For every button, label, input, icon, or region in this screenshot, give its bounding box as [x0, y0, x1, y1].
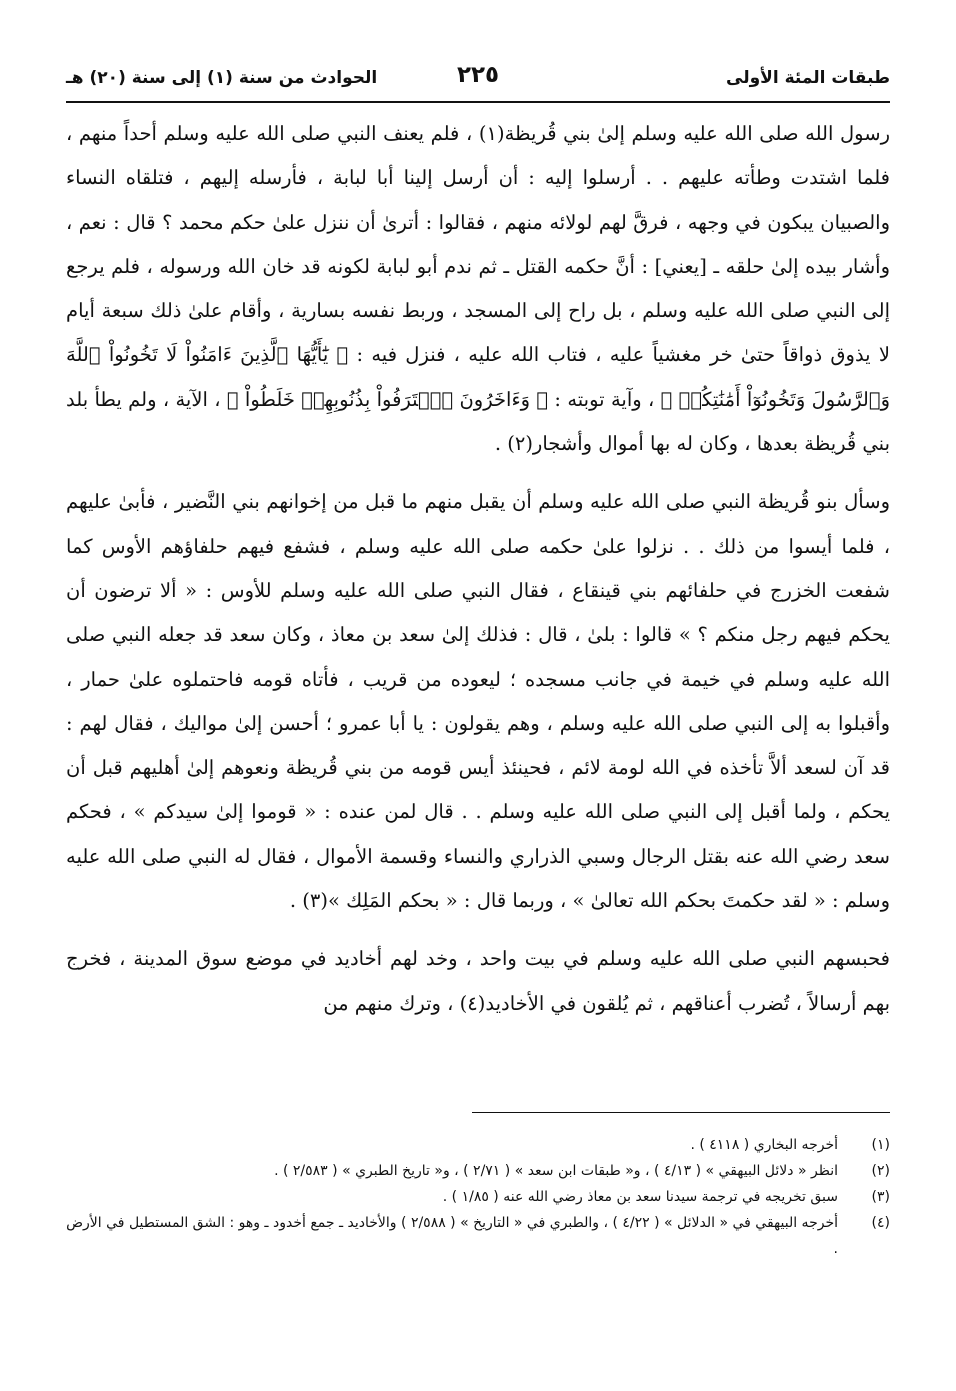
footnote-rule	[472, 1112, 890, 1113]
footnote-number: (٢)	[871, 1163, 890, 1179]
footnotes	[66, 1132, 890, 1262]
footnote	[66, 1184, 890, 1210]
main-text	[66, 112, 890, 1026]
footnote-text: سبق تخريجه في ترجمة سيدنا سعد بن معاذ رضي الله عنه ( ١/٨٥ ) .	[442, 1189, 838, 1205]
footnote	[66, 1210, 890, 1262]
page-number: ٢٢٥	[456, 62, 500, 88]
footnote	[66, 1132, 890, 1158]
footnote-number: (٤)	[871, 1215, 890, 1231]
paragraph: وسأل بنو قُريظة النبي صلى الله عليه وسلم أن يقبل منهم ما قبل من إخوانهم بني النَّضير ، فأبىٰ عليهم ، فلما أيسوا من ذلك . . نزلوا علىٰ حكمه صلى الله عليه وسلم ، فشفع فيهم حلفاؤهم الأوس كما شفعت الخزرج في حلفائهم بني قينقاع ، فقال النبي صلى الله عليه وسلم للأوس : « ألا ترضون أن يحكم فيهم رجل منكم ؟ » قالوا : بلىٰ ، قال : فذلك إلىٰ سعد بن معاذ ، وكان سعد قد جعله النبي صلى الله عليه وسلم في خيمة في جانب مسجده ؛ ليعوده من قريب ، فأتاه قومه فاحتملوه علىٰ حمار ، وأقبلوا به إلى النبي صلى الله عليه وسلم ، وهم يقولون : يا أبا عمرو ؛ أحسن إلىٰ مواليك ، فقال لهم : قد آن لسعد ألاَّ تأخذه في الله لومة لائم ، فحينئذ أيس قومه من بني قُريظة ونعوهم إلىٰ أهليهم قبل أن يحكم ، ولما أقبل إلى النبي صلى الله عليه وسلم . . قال لمن عنده : « قوموا إلىٰ سيدكم » ، فحكم سعد رضي الله عنه بقتل الرجال وسبي الذراري والنساء وقسمة الأموال ، فقال له النبي صلى الله عليه وسلم : « لقد حكمتَ بحكم الله تعالىٰ » ، وربما قال : « بحكم المَلِك »(٣) .	[66, 490, 890, 913]
book-title: طبقات المئة الأولى	[726, 68, 890, 88]
page-header	[66, 62, 890, 98]
paragraph: فحبسهم النبي صلى الله عليه وسلم في بيت واحد ، وخد لهم أخاديد في موضع سوق المدينة ، فخرج بهم أرسالاً ، تُضرب أعناقهم ، ثم يُلقون في الأخاديد(٤) ، وترك منهم من	[66, 947, 890, 1015]
footnote-text: أخرجه البخاري ( ٤١١٨ ) .	[690, 1137, 838, 1153]
running-head: الحوادث من سنة (١) إلى سنة (٢٠) هـ	[66, 68, 378, 88]
footnote-number: (١)	[871, 1137, 890, 1153]
header-rule	[66, 101, 890, 103]
footnote-text: انظر « دلائل البيهقي » ( ٤/١٣ ) ، و« طبقات ابن سعد » ( ٢/٧١ ) ، و« تاريخ الطبري » ( ٢/٥٨٣ ) .	[274, 1163, 838, 1179]
paragraph: رسول الله صلى الله عليه وسلم إلىٰ بني قُريظة(١) ، فلم يعنف النبي صلى الله عليه وسلم أحداً منهم ، فلما اشتدت وطأته عليهم . . أرسلوا إليه : أن أرسل إلينا أبا لبابة ، فأرسله إليهم ، فتلقاه النساء والصبيان يبكون في وجهه ، فرقَّ لهم لولائه منهم ، فقالوا : أترىٰ أن ننزل علىٰ حكم محمد ؟ قال : نعم ، وأشار بيده إلىٰ حلقه ـ [يعني] : أنَّ حكمه القتل ـ ثم ندم أبو لبابة لكونه قد خان الله ورسوله ، فلم يرجع إلى النبي صلى الله عليه وسلم ، بل راح إلى المسجد ، وربط نفسه بسارية ، وأقام علىٰ ذلك سبعة أيام لا يذوق ذواقاً حتىٰ خر مغشياً عليه ، فتاب الله عليه ، فنزل فيه : ﴿ يَٰٓأَيُّهَا ٱلَّذِينَ ءَامَنُواْ لَا تَخُونُواْ ٱللَّهَ وَٱلرَّسُولَ وَتَخُونُوٓاْ أَمَٰنَٰتِكُمۡ ﴾ ، وآية توبته : ﴿ وَءَاخَرُونَ ٱعۡتَرَفُواْ بِذُنُوبِهِمۡ خَلَطُواْ ﴾ ، الآية ، ولم يطأ بلد بني قُريظة بعدها ، وكان له بها أموال وأشجار(٢) .	[66, 122, 891, 456]
footnote-text: أخرجه البيهقي في « الدلائل » ( ٤/٢٢ ) ، والطبري في « التاريخ » ( ٢/٥٨٨ ) والأخاديد ـ جمع أخدود ـ وهو : الشق المستطيل في الأرض .	[66, 1215, 838, 1257]
footnote-number: (٣)	[871, 1189, 890, 1205]
footnote	[66, 1158, 890, 1184]
